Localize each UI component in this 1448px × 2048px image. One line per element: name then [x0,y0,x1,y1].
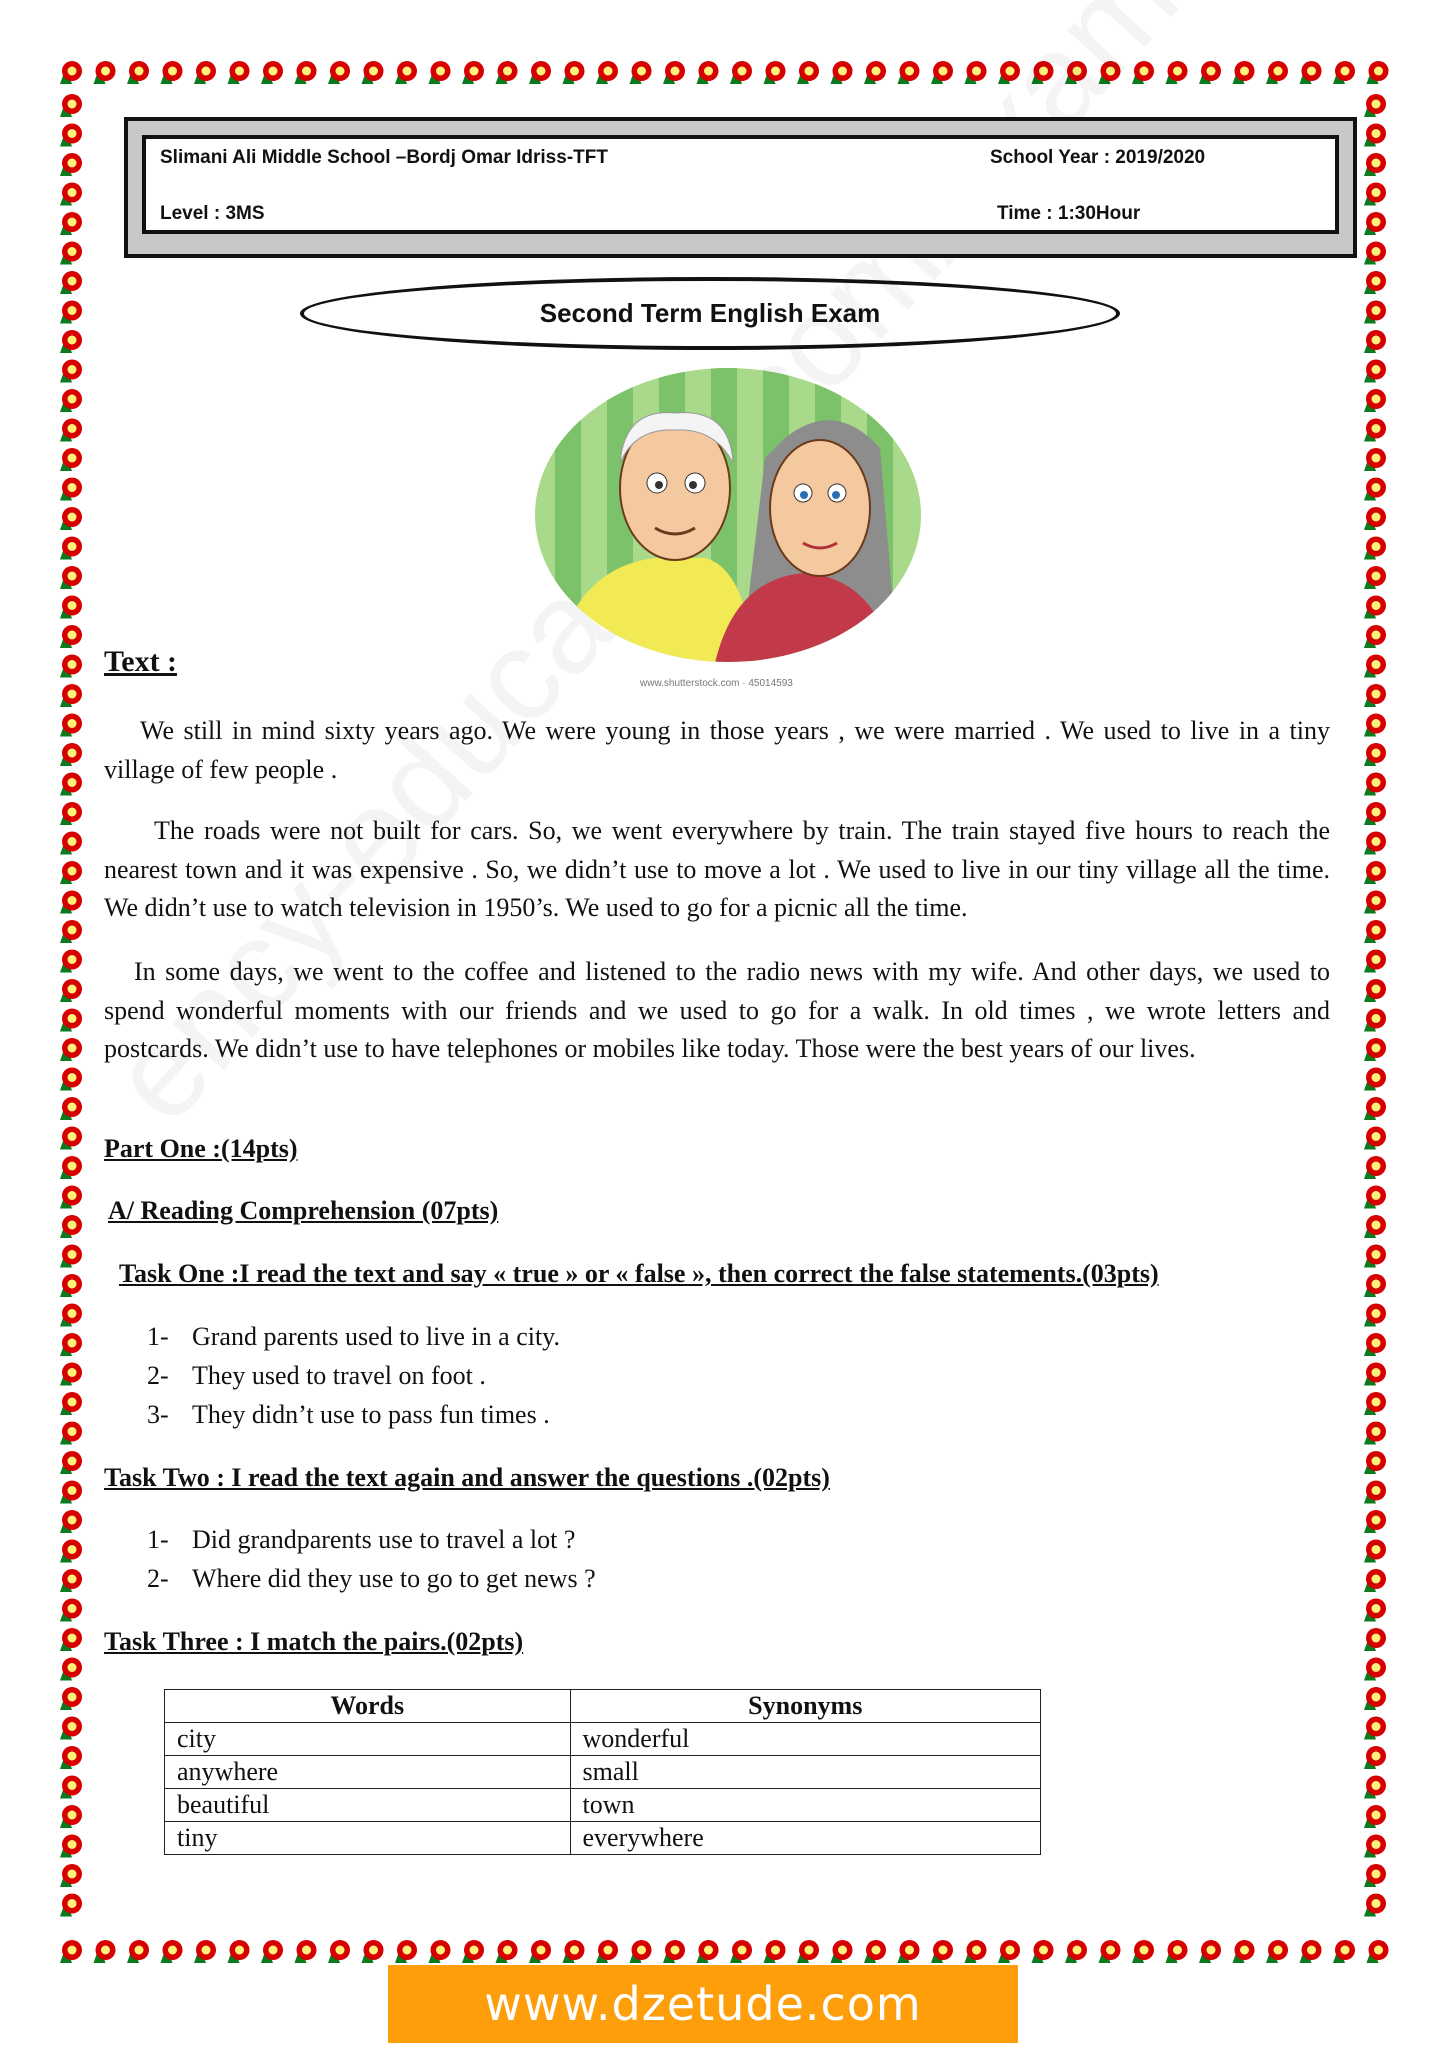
flower-icon [60,1097,82,1120]
flower-icon [1364,802,1386,825]
flower-icon [60,743,82,766]
flower-icon [1364,1864,1386,1887]
level: Level : 3MS [160,203,265,224]
exam-time: Time : 1:30Hour [997,203,1141,224]
flower-icon [60,1658,82,1681]
item-number: 1- [147,1525,169,1554]
table-header-row [165,1690,1041,1723]
flower-icon [60,802,82,825]
flower-icon [1364,1097,1386,1120]
site-url[interactable]: www.dzetude.com [484,1977,922,2031]
flower-icon [60,596,82,619]
table-row [165,1723,1041,1756]
flower-icon [362,1940,384,1963]
flower-icon [663,61,685,84]
word-cell: anywhere [165,1756,571,1789]
task-two-heading: Task Two : I read the text again and answer the questions .(02pts) [104,1463,830,1492]
flower-icon [1364,1717,1386,1740]
header-box [124,117,1357,258]
flower-icon [60,1717,82,1740]
flower-icon [127,61,149,84]
flower-icon [60,1864,82,1887]
item-number: 3- [147,1400,169,1429]
flower-icon [1364,1215,1386,1238]
flower-icon [630,1940,652,1963]
flower-icon [1364,625,1386,648]
flower-icon [60,566,82,589]
header-words: Words [165,1690,571,1723]
flower-icon [1364,1510,1386,1533]
flower-icon [1364,566,1386,589]
flower-icon [462,61,484,84]
flower-icon [1364,1363,1386,1386]
flower-icon [1367,1940,1389,1963]
flower-icon [1364,1451,1386,1474]
item-text: Where did they use to go to get news ? [192,1564,596,1593]
flower-icon [965,1940,987,1963]
flower-icon [462,1940,484,1963]
flower-icon [1364,1127,1386,1150]
flower-icon [60,1068,82,1091]
flower-icon [1364,212,1386,235]
flower-icon [60,1776,82,1799]
table-row [165,1822,1041,1855]
flower-icon [1364,1068,1386,1091]
flower-icon [1364,1274,1386,1297]
flower-icon [60,891,82,914]
flower-icon [60,1333,82,1356]
flower-icon [831,61,853,84]
flower-icon [630,61,652,84]
flower-icon [60,1805,82,1828]
flower-icon [529,61,551,84]
flower-icon [931,61,953,84]
flower-icon [60,625,82,648]
flower-icon [60,1628,82,1651]
flower-icon [1364,655,1386,678]
flower-icon [1364,979,1386,1002]
flower-icon [1364,861,1386,884]
flower-icon [1364,1628,1386,1651]
item-number: 2- [147,1564,169,1593]
flower-icon [1364,1658,1386,1681]
flower-icon [1364,271,1386,294]
flower-icon [1364,1687,1386,1710]
flower-icon [1233,61,1255,84]
flower-icon [60,1894,82,1917]
item-text: Grand parents used to live in a city. [192,1322,560,1351]
flower-icon [60,1569,82,1592]
flower-icon [1364,478,1386,501]
word-cell: beautiful [165,1789,571,1822]
flower-icon [1364,1422,1386,1445]
part-one-heading: Part One :(14pts) [104,1134,298,1163]
flower-icon [1333,61,1355,84]
flower-icon [1364,242,1386,265]
flower-icon [60,478,82,501]
flower-icon [1266,1940,1288,1963]
flower-icon [1364,1333,1386,1356]
flower-icon [1364,1569,1386,1592]
flower-icon [864,61,886,84]
item-number: 2- [147,1361,169,1390]
task-three-heading: Task Three : I match the pairs.(02pts) [104,1627,524,1656]
flower-icon [60,773,82,796]
flower-icon [60,389,82,412]
item-text: They didn’t use to pass fun times . [192,1400,550,1429]
flower-icon [60,242,82,265]
flower-icon [60,419,82,442]
flower-icon [730,61,752,84]
flower-icon [429,1940,451,1963]
school-name: Slimani Ali Middle School –Bordj Omar Idriss-TFT [160,147,608,168]
paragraph-2: The roads were not built for cars. So, we went everywhere by train. The train stayed five hours to reach the nearest town and it was expensive . So, we didn’t use to move a lot . We used to live in our tiny village all the time. We didn’t use to watch television in 1950’s. We used to go for a picnic all the time. [104,816,1330,922]
flower-icon [60,153,82,176]
flower-icon [1199,1940,1221,1963]
flower-icon [1364,1245,1386,1268]
flower-icon [1364,1805,1386,1828]
flower-icon [194,1940,216,1963]
exam-title-box [300,277,1120,350]
flower-icon [60,1835,82,1858]
flower-icon [60,1009,82,1032]
flower-icon [1199,61,1221,84]
flower-icon [1364,419,1386,442]
flower-icon [60,507,82,530]
flower-icon [60,832,82,855]
flower-icon [1364,714,1386,737]
flower-icon [94,1940,116,1963]
paragraph-1: We still in mind sixty years ago. We were young in those years , we were married . We used to live in a tiny village of few people . [104,716,1330,784]
flower-icon [60,61,82,84]
flower-icon [764,1940,786,1963]
synonym-cell: everywhere [570,1822,1041,1855]
flower-icon [1364,301,1386,324]
flower-icon [596,1940,618,1963]
flower-icon [1364,1156,1386,1179]
flower-icon [1364,891,1386,914]
flower-icon [60,655,82,678]
flower-icon [161,1940,183,1963]
item-text: Did grandparents use to travel a lot ? [192,1525,576,1554]
flower-icon [931,1940,953,1963]
flower-icon [1099,1940,1121,1963]
flower-icon [60,1274,82,1297]
flower-icon [563,1940,585,1963]
flower-icon [1367,61,1389,84]
flower-icon [60,979,82,1002]
flower-icon [1333,1940,1355,1963]
table-row [165,1789,1041,1822]
table-row [165,1756,1041,1789]
flower-icon [60,1687,82,1710]
flower-icon [1364,684,1386,707]
flower-icon [60,1156,82,1179]
synonym-cell: town [570,1789,1041,1822]
flower-icon [1364,448,1386,471]
picture-caption: www.shutterstock.com · 45014593 [640,678,793,689]
flower-icon [60,271,82,294]
flower-icon [1364,773,1386,796]
flower-icon [563,61,585,84]
flower-icon [1065,1940,1087,1963]
flower-icon [1364,920,1386,943]
flower-icon [60,360,82,383]
flower-icon [60,537,82,560]
flower-icon [1364,183,1386,206]
flower-icon [1166,1940,1188,1963]
flower-icon [60,330,82,353]
flower-icon [1364,1038,1386,1061]
flower-icon [496,61,518,84]
flower-icon [831,1940,853,1963]
synonym-cell: small [570,1756,1041,1789]
flower-icon [60,1746,82,1769]
flower-icon [529,1940,551,1963]
flower-icon [1364,1186,1386,1209]
flower-icon [194,61,216,84]
flower-icon [60,94,82,117]
flower-icon [1364,94,1386,117]
flower-icon [60,1940,82,1963]
flower-icon [998,1940,1020,1963]
flower-icon [261,61,283,84]
flower-icon [1300,61,1322,84]
flower-icon [60,183,82,206]
flower-icon [94,61,116,84]
flower-icon [1364,950,1386,973]
flower-icon [898,1940,920,1963]
item-number: 1- [147,1322,169,1351]
flower-icon [1032,1940,1054,1963]
flower-icon [60,1422,82,1445]
flower-icon [663,1940,685,1963]
flower-icon [1364,596,1386,619]
flower-icon [60,301,82,324]
flower-icon [764,61,786,84]
flower-icon [1364,389,1386,412]
word-cell: tiny [165,1822,571,1855]
flower-icon [60,1215,82,1238]
flower-icon [797,1940,819,1963]
flower-icon [60,920,82,943]
flower-icon [60,1392,82,1415]
flower-icon [596,61,618,84]
flower-icon [60,1127,82,1150]
flower-icon [496,1940,518,1963]
flower-icon [898,61,920,84]
flower-icon [864,1940,886,1963]
task-one-heading: Task One :I read the text and say « true » or « false », then correct the false statements.(03pts) [119,1259,1159,1288]
flower-icon [1364,1009,1386,1032]
flower-icon [60,950,82,973]
flower-icon [1364,537,1386,560]
flower-icon [60,1510,82,1533]
match-pairs-table [164,1689,1041,1855]
flower-icon [60,124,82,147]
flower-icon [60,448,82,471]
flower-icon [1364,1392,1386,1415]
flower-icon [1364,1304,1386,1327]
flower-icon [295,61,317,84]
flower-icon [1364,1776,1386,1799]
flower-icon [1364,743,1386,766]
flower-icon [60,684,82,707]
flower-icon [328,1940,350,1963]
flower-icon [1364,330,1386,353]
flower-icon [1364,1481,1386,1504]
flower-icon [697,1940,719,1963]
flower-icon [127,1940,149,1963]
flower-icon [1364,1894,1386,1917]
flower-icon [1266,61,1288,84]
flower-icon [1364,1599,1386,1622]
flower-icon [60,212,82,235]
flower-icon [60,1451,82,1474]
paragraph-3: In some days, we went to the coffee and listened to the radio news with my wife. And other days, we used to spend wonderful moments with our friends and we used to go for a walk. In old times , we wrote letters and postcards. We didn’t use to have telephones or mobiles like today. Those were the best years of our lives. [104,957,1330,1063]
flower-icon [1300,1940,1322,1963]
synonym-cell: wonderful [570,1723,1041,1756]
flower-icon [228,1940,250,1963]
flower-icon [60,1599,82,1622]
flower-icon [60,1304,82,1327]
flower-icon [395,61,417,84]
flower-icon [228,61,250,84]
item-text: They used to travel on foot . [192,1361,486,1390]
flower-icon [730,1940,752,1963]
flower-icon [1233,1940,1255,1963]
exam-title: Second Term English Exam [539,298,881,328]
flower-icon [60,1481,82,1504]
flower-icon [429,61,451,84]
flower-icon [295,1940,317,1963]
flower-icon [261,1940,283,1963]
flower-icon [395,1940,417,1963]
flower-icon [1364,1746,1386,1769]
flower-icon [1132,1940,1154,1963]
flower-icon [60,714,82,737]
elderly-couple-illustration [535,368,921,663]
school-year: School Year : 2019/2020 [990,147,1206,168]
text-heading: Text : [104,645,178,678]
flower-icon [1364,1835,1386,1858]
flower-icon [1364,1540,1386,1563]
header-synonyms: Synonyms [570,1690,1041,1723]
reading-comprehension-heading: A/ Reading Comprehension (07pts) [108,1196,499,1225]
flower-icon [60,1540,82,1563]
flower-icon [60,861,82,884]
flower-icon [60,1245,82,1268]
flower-icon [60,1186,82,1209]
flower-icon [161,61,183,84]
flower-icon [1364,507,1386,530]
flower-icon [797,61,819,84]
flower-icon [697,61,719,84]
flower-icon [1364,360,1386,383]
flower-icon [60,1363,82,1386]
flower-icon [1364,124,1386,147]
word-cell: city [165,1723,571,1756]
flower-icon [1364,153,1386,176]
flower-icon [328,61,350,84]
site-banner[interactable] [388,1965,1018,2043]
flower-icon [1364,832,1386,855]
flower-icon [362,61,384,84]
